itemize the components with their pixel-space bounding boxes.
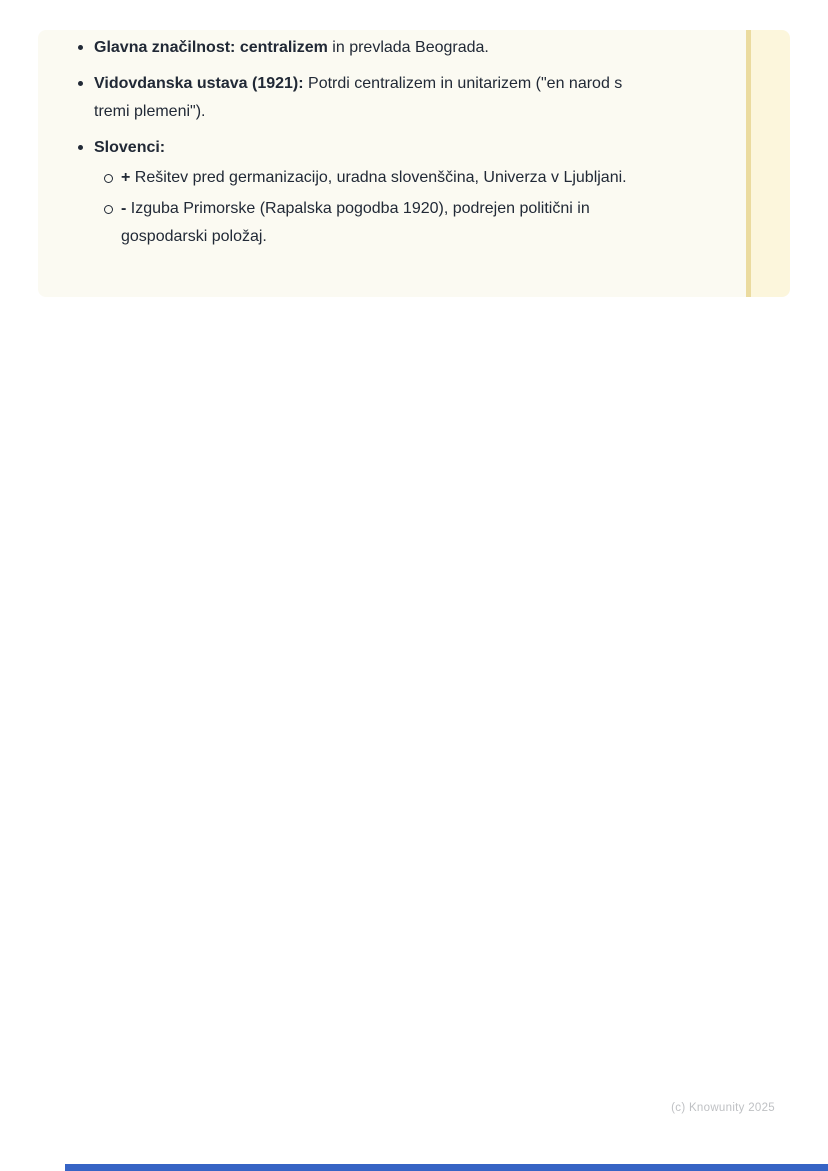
- accent-strip: [746, 30, 790, 297]
- list-item-text: - Izguba Primorske (Rapalska pogodba 1920), podrejen politični in gospodarski položaj.: [121, 200, 590, 245]
- next-page-edge-bar: [65, 1164, 828, 1171]
- list-item: [78, 70, 726, 126]
- copyright-label: (c) Knowunity 2025: [671, 1102, 775, 1114]
- list-item: [78, 34, 726, 62]
- list-item: [104, 164, 726, 192]
- list-item-text: Slovenci:: [94, 139, 166, 156]
- bullet-list: [78, 34, 726, 251]
- list-item: [104, 195, 726, 251]
- list-item-text: Glavna značilnost: centralizem in prevlada Beograda.: [94, 39, 489, 56]
- list-item-text: Vidovdanska ustava (1921): Potrdi centralizem in unitarizem ("en narod s tremi plemeni").: [94, 75, 623, 120]
- note-card: [38, 30, 790, 297]
- note-card-content: [38, 30, 746, 297]
- list-item-text: + Rešitev pred germanizacijo, uradna slovenščina, Univerza v Ljubljani.: [121, 169, 627, 186]
- list-item: [78, 134, 726, 162]
